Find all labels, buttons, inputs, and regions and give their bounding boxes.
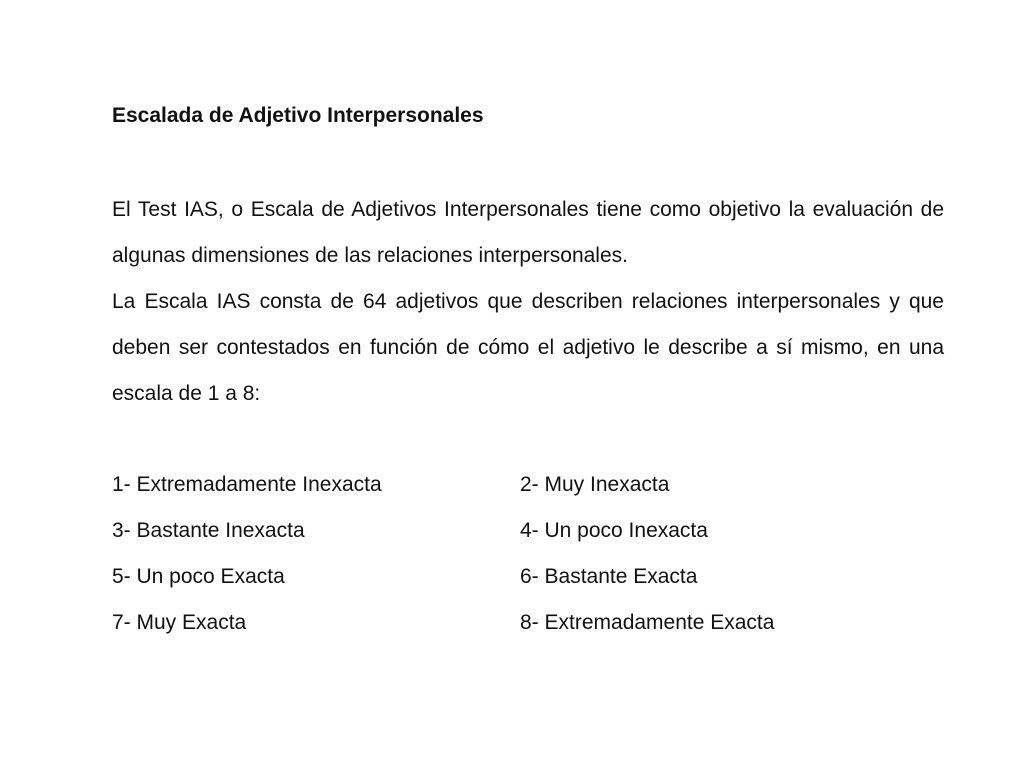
scale-item: 6- Bastante Exacta (520, 565, 698, 588)
slide-title: Escalada de Adjetivo Interpersonales (112, 104, 484, 127)
scale-item: 7- Muy Exacta (112, 611, 247, 634)
paragraph-intro: El Test IAS, o Escala de Adjetivos Interpersonales tiene como objetivo la evaluación de algunas dimensiones de las relaciones interpersonales. (112, 198, 944, 267)
scale-list (112, 462, 944, 646)
slide-content (112, 96, 944, 646)
scale-item: 5- Un poco Exacta (112, 565, 285, 588)
scale-item: 8- Extremadamente Exacta (520, 611, 775, 634)
scale-item: 4- Un poco Inexacta (520, 519, 708, 542)
scale-item: 3- Bastante Inexacta (112, 519, 305, 542)
scale-item: 1- Extremadamente Inexacta (112, 473, 382, 496)
paragraph-description: La Escala IAS consta de 64 adjetivos que describen relaciones interpersonales y que deben ser contestados en función de cómo el adjetivo le describe a sí mismo, en una escala de 1 a 8: (112, 290, 944, 405)
scale-item: 2- Muy Inexacta (520, 473, 670, 496)
